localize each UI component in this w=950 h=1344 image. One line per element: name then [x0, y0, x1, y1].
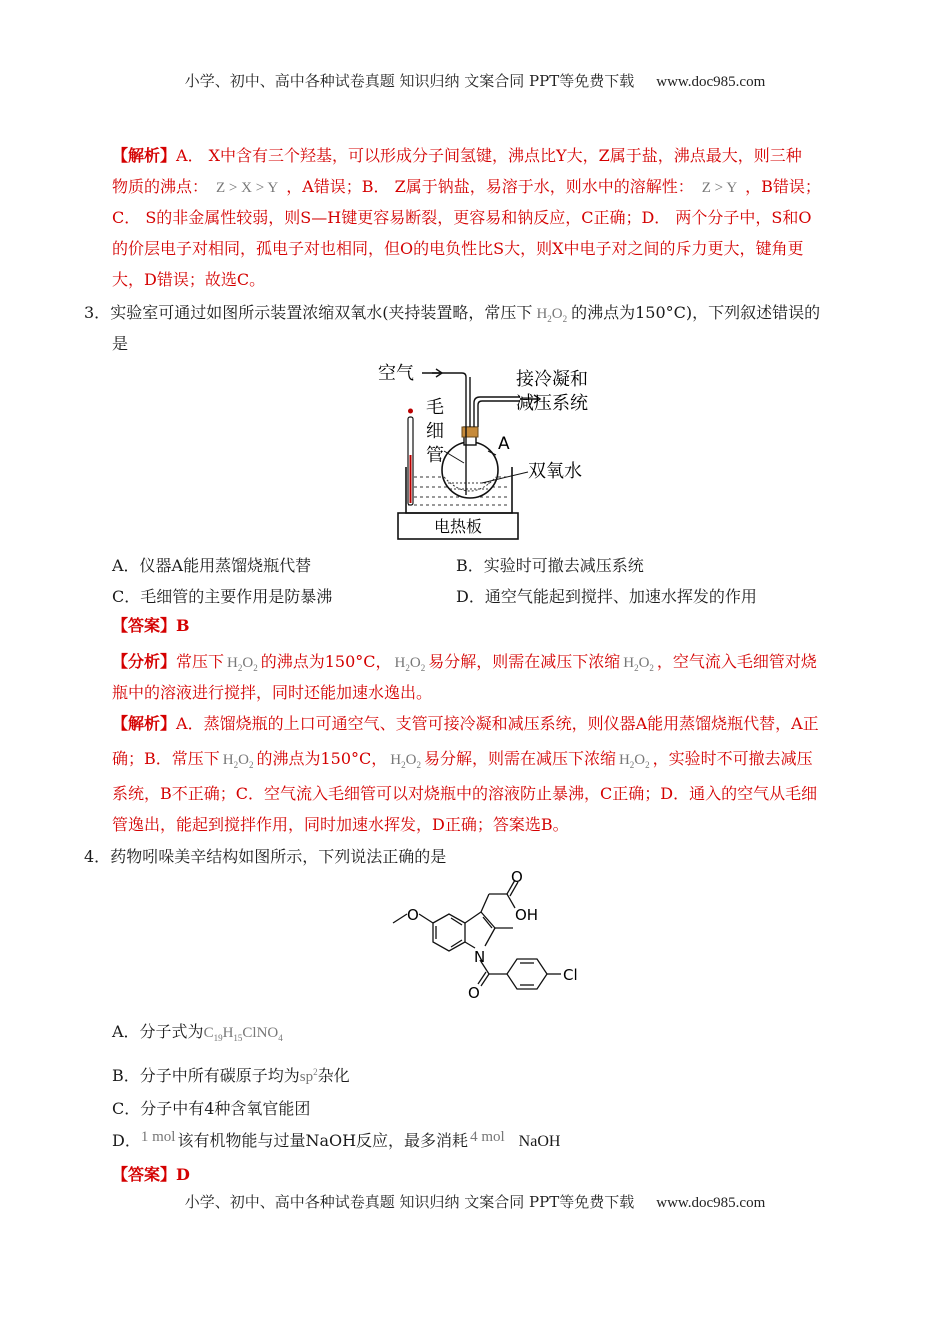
q4-answer	[112, 1159, 190, 1190]
prev-analysis-line-4: 的价层电子对相同，孤电子对也相同，但O的电负性比S大，则X中电子对之间的斥力更大，键角更	[112, 239, 804, 258]
carboxyl-oxygen: O	[511, 868, 523, 886]
q3-option-b: B．实验时可撤去减压系统	[456, 556, 644, 575]
footer-text: 小学、初中、高中各种试卷真题 知识归纳 文案合同 PPT等免费下载	[184, 1193, 635, 1211]
text: 药物吲哚美辛结构如图所示，下列说法正确的是	[110, 847, 447, 866]
header-url: www.doc985.com	[656, 74, 766, 90]
hotplate-label: 电热板	[433, 517, 483, 536]
answer-tag: 【答案】	[112, 616, 177, 635]
carbonyl-oxygen: O	[468, 984, 480, 1002]
text: 常压下	[176, 652, 225, 671]
h2o2-formula: $H_2O_2$	[394, 655, 426, 673]
q3-solution-line-4: 管逸出，能起到搅拌作用，同时加速水挥发，D正确；答案选B。	[112, 815, 569, 834]
h2o2-formula: $H_2O_2$	[227, 655, 258, 673]
hybridization: $sp^2$	[299, 1067, 318, 1085]
q4-option-a	[112, 1016, 283, 1054]
hydroxyl-group: OH	[515, 906, 539, 924]
q4-option-d	[112, 1125, 560, 1158]
footer-url: www.doc985.com	[656, 1195, 766, 1211]
h2o2-solution-label: 双氧水	[528, 461, 582, 482]
methoxy-oxygen: O	[407, 906, 419, 924]
chlorine-atom: Cl	[563, 966, 578, 984]
text: 易分解，则需在减压下浓缩	[423, 749, 616, 768]
q3-option-a: A．仪器A能用蒸馏烧瓶代替	[112, 556, 312, 575]
analysis-tag: 【解析】	[112, 146, 177, 165]
answer-tag: 【答案】	[112, 1165, 177, 1184]
air-label: 空气	[378, 363, 414, 384]
text: ，A错误；B． Z属于钠盐，易溶于水，则水中的溶解性：	[286, 177, 694, 196]
q3-analysis-line-2: 瓶中的溶液进行搅拌，同时还能加速水逸出。	[112, 683, 433, 702]
analysis-tag: 【分析】	[112, 652, 177, 671]
q3-solution-line-1	[112, 708, 819, 739]
text: 的沸点为150°C)，下列叙述错误的	[571, 303, 821, 322]
prev-analysis-line-3: C． S的非金属性较弱，则S—H键更容易断裂，更容易和钠反应，C正确；D． 两个分子中，S和O	[112, 208, 812, 227]
text: 杂化	[317, 1066, 350, 1085]
h2o2-formula: $H_2O_2$	[618, 752, 650, 770]
text: 物质的沸点：	[112, 177, 209, 196]
header-text: 小学、初中、高中各种试卷真题 知识归纳 文案合同 PPT等免费下载	[184, 72, 635, 90]
page-footer	[0, 1191, 950, 1212]
q3-option-d: D．通空气能起到搅拌、加速水挥发的作用	[456, 587, 757, 606]
q3-stem-line-2: 是	[112, 334, 129, 353]
h2o2-formula: $H_2O_2$	[390, 752, 421, 770]
amount: 1 mol	[140, 1129, 176, 1145]
h2o2-formula: $H_2O_2$	[623, 655, 654, 673]
text: 确；B．常压下	[112, 749, 220, 768]
amount: 4 mol	[470, 1129, 505, 1145]
text: 易分解，则需在减压下浓缩	[428, 652, 621, 671]
q3-solution-line-3: 系统，B不正确；C．空气流入毛细管可以对烧瓶中的溶液防止暴沸，C正确；D．通入的空气从毛细	[112, 784, 818, 803]
apparatus-figure	[370, 355, 620, 549]
capillary-label-3: 管	[426, 445, 444, 466]
capillary-label-2: 细	[426, 421, 444, 442]
h2o2-formula: $H_2O_2$	[536, 306, 568, 324]
q4-option-b	[112, 1057, 350, 1093]
q3-answer	[112, 610, 190, 641]
question-number: 3．	[84, 303, 111, 322]
q3-option-c: C．毛细管的主要作用是防暴沸	[112, 587, 333, 606]
text: 的沸点为150°C，	[256, 749, 388, 768]
text: 实验室可通过如图所示装置浓缩双氧水(夹持装置略，常压下	[110, 303, 533, 322]
molecular-formula: $C_{19}H_{15}ClNO_4$	[203, 1025, 283, 1043]
text: ，实验时不可撤去减压	[652, 749, 813, 768]
prev-analysis-line-2	[112, 171, 821, 204]
text: 的沸点为150°C，	[260, 652, 392, 671]
answer-value: D	[176, 1165, 190, 1184]
prev-analysis-line-1	[112, 140, 802, 171]
text: A． X中含有三个羟基，可以形成分子间氢键，沸点比Y大，Z属于盐，沸点最大，则三种	[176, 146, 802, 165]
text: 该有机物能与过量NaOH反应，最多消耗	[177, 1131, 469, 1150]
capillary-label-1: 毛	[426, 397, 444, 418]
text: D．	[112, 1131, 141, 1150]
answer-value: B	[176, 616, 190, 635]
h2o2-formula: $H_2O_2$	[222, 752, 254, 770]
flask-a	[442, 442, 498, 498]
text: ，B错误；	[745, 177, 821, 196]
formula: Z > Y	[701, 180, 738, 196]
text: B．分子中所有碳原子均为	[112, 1066, 300, 1085]
formula: Z > X > Y	[216, 180, 279, 196]
q3-solution-line-2	[112, 743, 813, 781]
question-number: 4．	[84, 847, 111, 866]
solution-tag: 【解析】	[112, 714, 177, 733]
reagent: NaOH	[518, 1133, 561, 1150]
structure-bonds	[393, 880, 561, 989]
page-header	[0, 70, 950, 91]
to-condenser-label-2: 减压系统	[516, 393, 588, 414]
text: A．蒸馏烧瓶的上口可通空气、支管可接冷凝和减压系统，则仪器A能用蒸馏烧瓶代替，A正	[176, 714, 819, 733]
indole-nitrogen: N	[474, 948, 486, 966]
to-condenser-label-1: 接冷凝和	[516, 369, 588, 390]
q4-option-c: C．分子中有4种含氧官能团	[112, 1099, 311, 1118]
flask-a-label: A	[498, 434, 510, 454]
prev-analysis-line-5: 大，D错误；故选C。	[112, 270, 266, 289]
text: ，空气流入毛细管对烧	[656, 652, 817, 671]
text: A．分子式为	[112, 1022, 204, 1041]
q3-stem-line-1	[84, 297, 820, 335]
structure-figure	[385, 868, 625, 1017]
